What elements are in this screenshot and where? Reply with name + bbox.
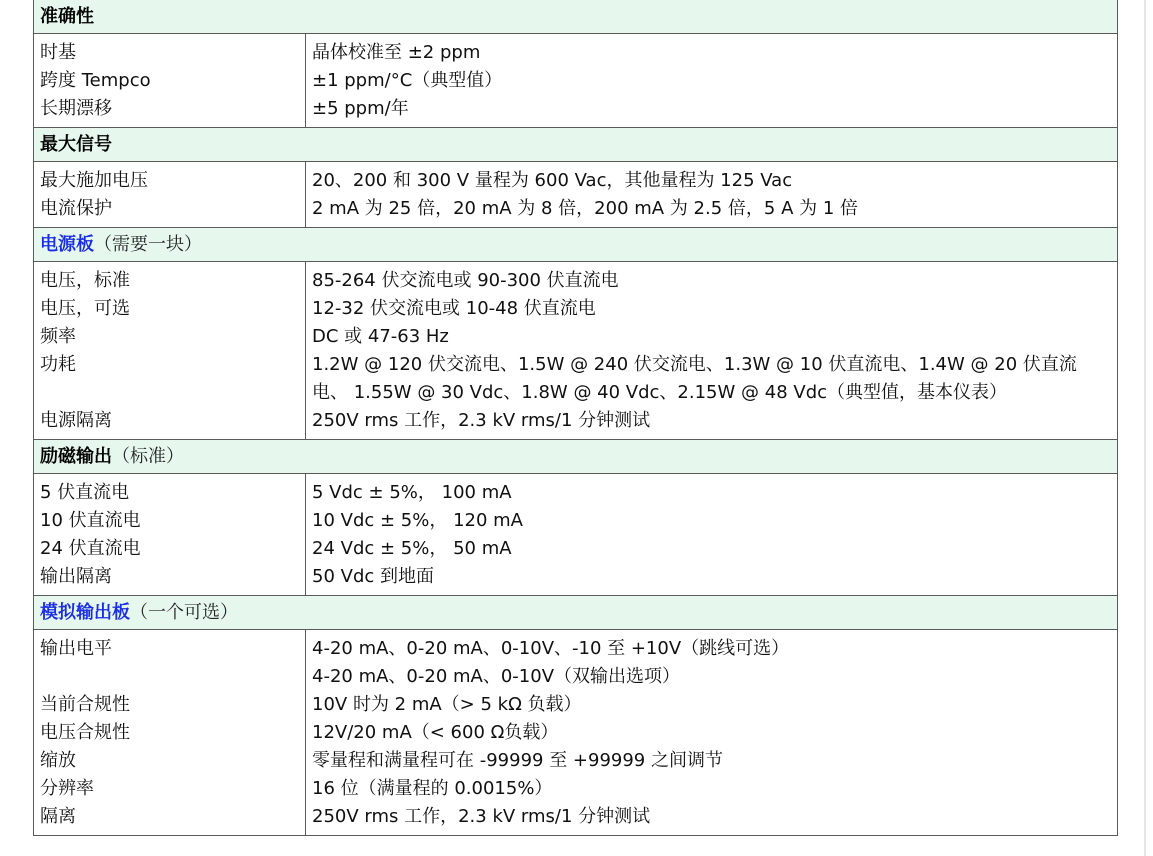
spec-label: 时基 (40, 42, 76, 63)
spec-value: 16 位（满量程的 0.0015%） (312, 778, 553, 799)
spec-label: 输出电平 (40, 638, 112, 659)
spec-value: 12-32 伏交流电或 10-48 伏直流电 (312, 298, 596, 319)
spec-label: 最大施加电压 (40, 170, 148, 191)
spec-value: 5 Vdc ± 5%， 100 mA (312, 482, 512, 503)
section-header-accuracy (34, 0, 1118, 34)
spec-label: 电源隔离 (40, 410, 112, 431)
section-body-accuracy (34, 34, 1118, 128)
spec-value: 250V rms 工作，2.3 kV rms/1 分钟测试 (312, 410, 651, 431)
spec-label: 电流保护 (40, 198, 112, 219)
spec-value: ±1 ppm/°C（典型值） (312, 70, 503, 91)
section-title: 最大信号 (40, 134, 112, 155)
label-cell (34, 262, 306, 440)
section-title-link[interactable]: 模拟输出板 (40, 602, 130, 623)
spec-label: 电压合规性 (40, 722, 130, 743)
spec-value: 晶体校准至 ±2 ppm (312, 42, 481, 63)
spec-value: 1.2W @ 120 伏交流电、1.5W @ 240 伏交流电、1.3W @ 10 伏直流电、1.4W @ 20 伏直流电、 1.55W @ 30 Vdc、1.8W @ 40 Vdc、2.15W @ 48 Vdc（典型值，基本仪表） (312, 354, 1077, 403)
section-title: 励磁输出 (40, 446, 112, 467)
spec-table (33, 0, 1118, 836)
spec-label: 长期漂移 (40, 98, 112, 119)
spec-label: 分辨率 (40, 778, 94, 799)
label-cell (34, 630, 306, 836)
spec-label: 跨度 Tempco (40, 70, 151, 91)
label-cell (34, 34, 306, 128)
section-body-power-board (34, 262, 1118, 440)
label-cell (34, 162, 306, 228)
spec-label: 隔离 (40, 806, 76, 827)
value-cell (306, 34, 1118, 128)
value-cell (306, 162, 1118, 228)
spec-label: 功耗 (40, 354, 76, 375)
spec-label: 10 伏直流电 (40, 510, 141, 531)
spec-label: 输出隔离 (40, 566, 112, 587)
spec-value: 零量程和满量程可在 -99999 至 +99999 之间调节 (312, 750, 723, 771)
spec-value: 10 Vdc ± 5%， 120 mA (312, 510, 523, 531)
value-cell (306, 474, 1118, 596)
spacer (40, 663, 299, 691)
section-note: （一个可选） (130, 602, 238, 623)
value-cell (306, 262, 1118, 440)
section-title-link[interactable]: 电源板 (40, 234, 94, 255)
spec-value: 24 Vdc ± 5%， 50 mA (312, 538, 512, 559)
spec-label: 24 伏直流电 (40, 538, 141, 559)
spec-value: 2 mA 为 25 倍，20 mA 为 8 倍，200 mA 为 2.5 倍，5 A 为 1 倍 (312, 198, 859, 219)
section-header-analog-output (34, 596, 1118, 630)
section-title: 准确性 (40, 6, 94, 27)
section-header-max-signal (34, 128, 1118, 162)
spacer (40, 379, 299, 407)
spec-value: ±5 ppm/年 (312, 98, 409, 119)
spec-label: 频率 (40, 326, 76, 347)
spec-value: 85-264 伏交流电或 90-300 伏直流电 (312, 270, 619, 291)
spec-label: 电压，可选 (40, 298, 130, 319)
section-body-max-signal (34, 162, 1118, 228)
section-body-excitation (34, 474, 1118, 596)
label-cell (34, 474, 306, 596)
value-cell (306, 630, 1118, 836)
spec-value: 20、200 和 300 V 量程为 600 Vac，其他量程为 125 Vac (312, 170, 793, 191)
spec-value: 4-20 mA、0-20 mA、0-10V、-10 至 +10V（跳线可选） (312, 638, 790, 659)
spec-label: 电压，标准 (40, 270, 130, 291)
section-body-analog-output (34, 630, 1118, 836)
spec-value: 4-20 mA、0-20 mA、0-10V（双输出选项） (312, 666, 681, 687)
spec-label: 缩放 (40, 750, 76, 771)
spec-label: 当前合规性 (40, 694, 130, 715)
spec-label: 5 伏直流电 (40, 482, 130, 503)
spec-value: DC 或 47-63 Hz (312, 326, 449, 347)
section-note: （需要一块） (94, 234, 202, 255)
section-header-power-board (34, 228, 1118, 262)
section-note: （标准） (112, 446, 184, 467)
section-header-excitation (34, 440, 1118, 474)
spec-value: 250V rms 工作，2.3 kV rms/1 分钟测试 (312, 806, 651, 827)
spec-value: 12V/20 mA（< 600 Ω负载） (312, 722, 559, 743)
spec-value: 50 Vdc 到地面 (312, 566, 434, 587)
spec-value: 10V 时为 2 mA（> 5 kΩ 负载） (312, 694, 582, 715)
page-edge-shadow (1144, 0, 1146, 856)
